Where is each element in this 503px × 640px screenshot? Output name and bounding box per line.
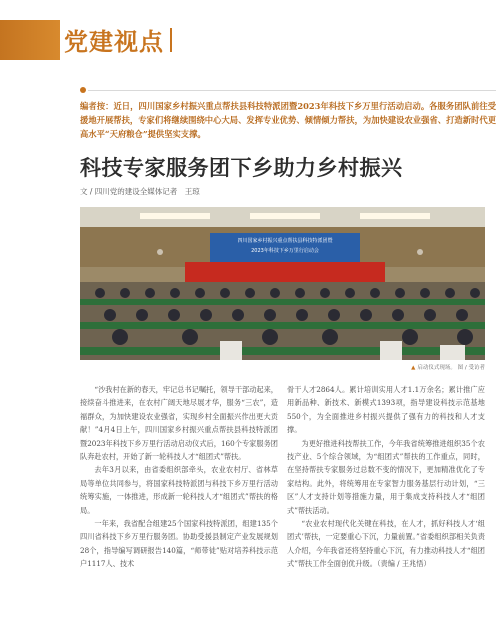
body-paragraph: “农业农村现代化关键在科技，在人才，抓好科技人才‘组团式’帮扶，一定要重心下沉，力量前置。”省委组织部相关负责人介绍，今年我省还将坚持重心下沉，有力推动科技人才“组团式”帮扶工作全面创优升级。（责编 / 王兆悟）	[287, 519, 485, 569]
article-headline: 科技专家服务团下乡助力乡村振兴	[80, 156, 403, 180]
section-divider	[170, 28, 172, 52]
editor-note: 编者按：近日，四川国家乡村振兴重点帮扶县科技特派团暨2023年科技下乡万里行活动启动。各服务团队前往受援地开展帮扶，专家们将继续围绕中心大局、发挥专业优势、倾情倾力帮扶，为加快建设农业强省、打造新时代更高水平“天府粮仓”提供坚实支撑。	[80, 101, 496, 139]
body-column-right	[287, 383, 485, 571]
article-byline: 文 / 四川党的建设全媒体记者 王琼	[80, 187, 200, 196]
body-paragraph: “沙我村在新的春天，牢记总书记嘱托，领导干部动起来，接续奋斗推进来，在农村广阔天地尽展才华，服务“三农”，造福群众，为加快建设农业强省，实现乡村全面振兴作出更大贡献！”4月4日上午，四川国家乡村振兴重点帮扶县科技特派团暨2023年科技下乡万里行活动启动仪式后，160个专家服务团队奔赴农村，开始了新一轮科技人才“组团式”帮扶。	[80, 385, 278, 462]
photo-banner-line2: 2023年科技下乡万里行启动会	[251, 248, 319, 254]
body-paragraph: 去年3月以来，由省委组织部牵头，农业农村厅、省林草局等单位共同参与，将国家科技特派团与科技下乡万里行活动统筹实施，一体推进，形成新一轮科技人才“组团式”帮扶的格局。	[80, 465, 278, 515]
body-paragraph: 骨干人才2864人。累计培训实用人才1.1万余名；累计推广应用新品种、新技术、新模式1393项，指导建设科技示范基地550个，为全面推进乡村振兴提供了强有力的科技和人才支撑。	[287, 385, 485, 435]
caption-triangle-icon: ▲	[411, 365, 416, 371]
body-paragraph: 为更好推进科技帮扶工作，今年我省统筹推进组织35个农技产业、5个综合领域，为“组团式”帮扶的工作重点，同时，在坚持帮扶专家服务过总数不变的情况下，更加精准优化了专家结构。此外，将统筹用在专家智力服务基层行动计划，“三区”人才支持计划等措施力量，用于集成支持科技人才“组团式”帮扶活动。	[287, 438, 485, 515]
body-column-left	[80, 383, 278, 571]
body-paragraph: 一年来，我省配合组建25个国家科技特派团，组建135个四川省科技下乡万里行服务团。协助受援县制定产业发展规划28个，指导编写调研报告140篇，“师带徒”贴对培养科技示范户1117人、技术	[80, 519, 278, 569]
photo-caption-text: 启动仪式现场。 图 / 受访者	[417, 365, 485, 371]
section-accent-bar	[0, 20, 60, 60]
section-header	[0, 20, 200, 60]
note-bullet-icon	[80, 87, 86, 93]
note-rule	[88, 90, 496, 91]
article-photo	[80, 207, 485, 360]
photo-caption	[80, 363, 485, 371]
section-title: 党建视点	[64, 28, 164, 56]
photo-banner-line1: 四川国家乡村振兴重点帮扶县科技特派团暨	[237, 238, 333, 244]
